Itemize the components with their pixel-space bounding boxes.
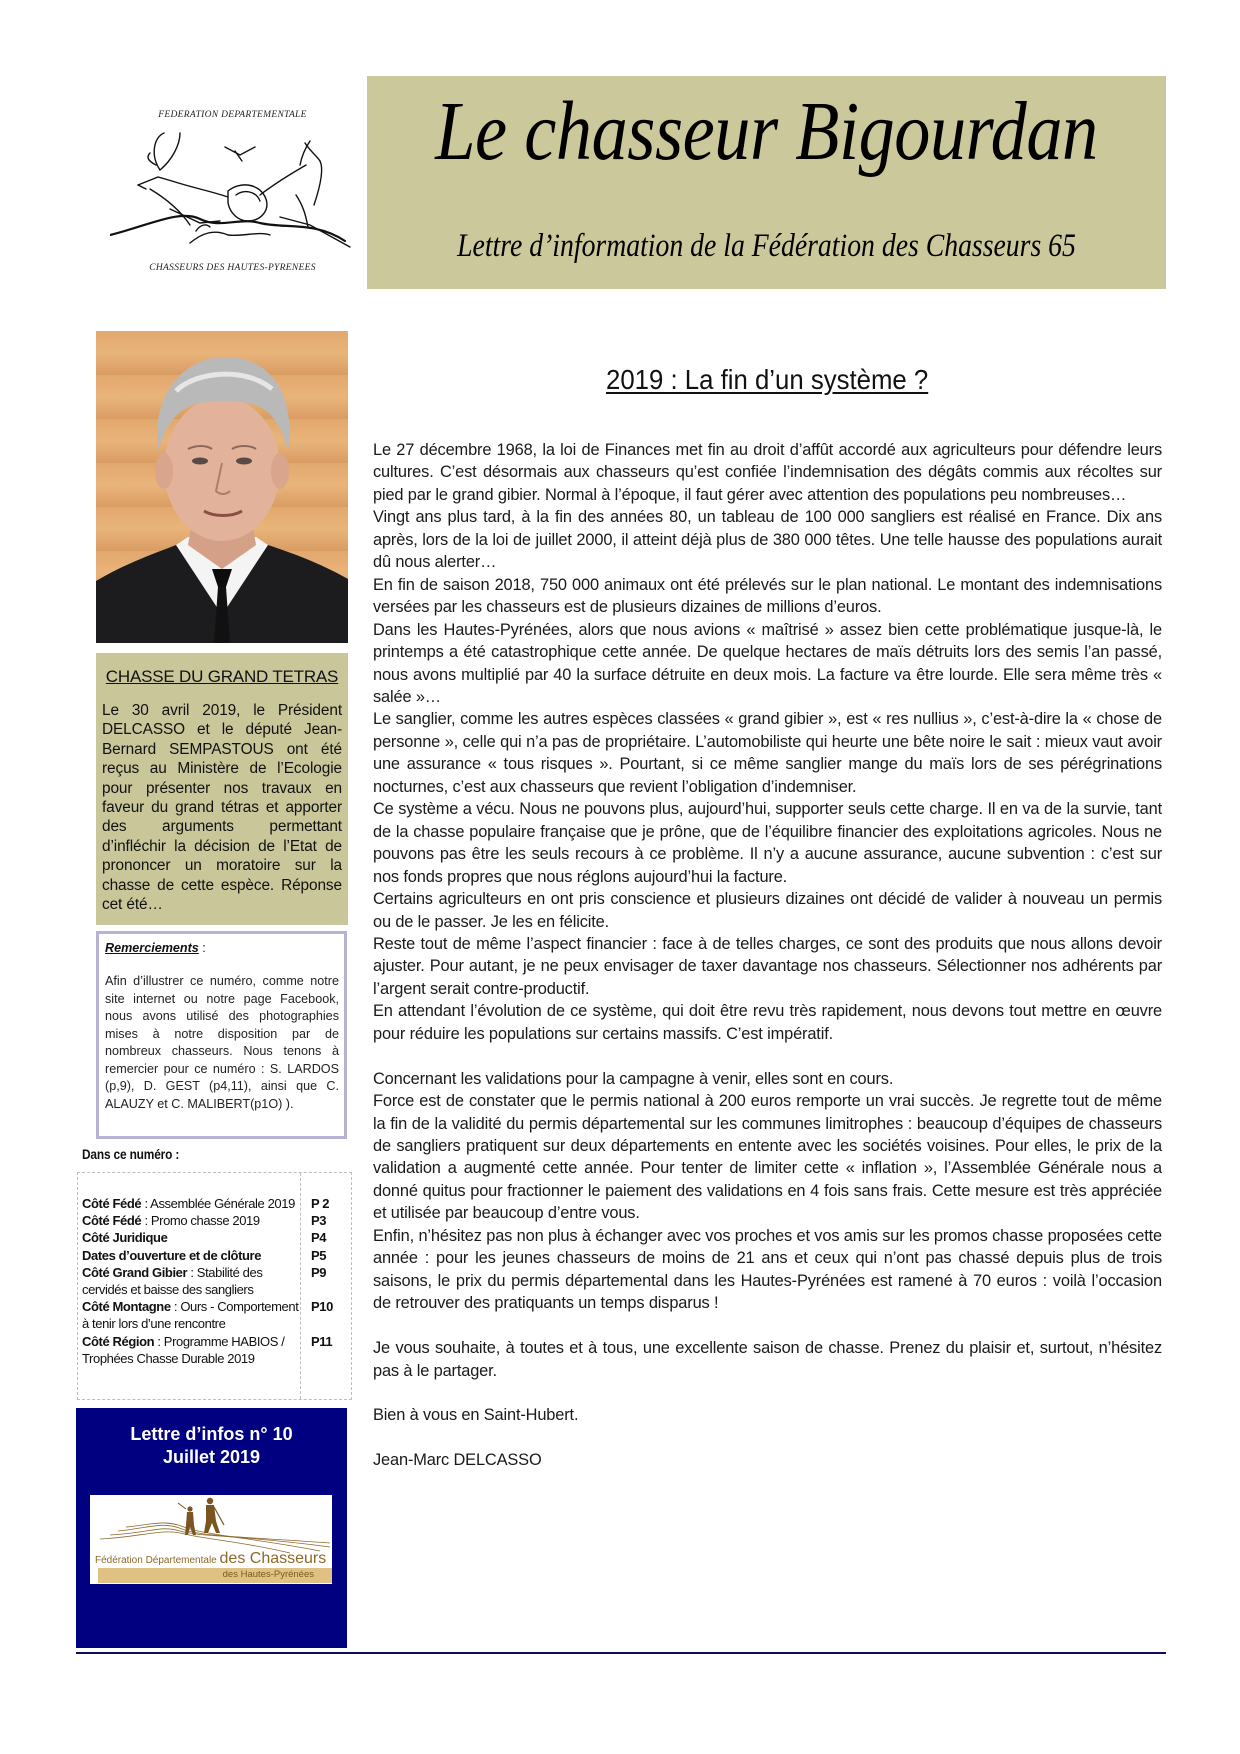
toc-section: Côté Juridique: [82, 1230, 168, 1246]
article-paragraph: Certains agriculteurs en ont pris conscience et plusieurs dizaines ont décidé de valider à nouveau un permis ou de le passer. Je les en félicite.: [373, 890, 1162, 931]
article-title-text: 2019 : La fin d’un système ?: [606, 364, 929, 395]
hunting-animals-drawing-icon: [110, 125, 355, 255]
article-paragraph: Je vous souhaite, à toutes et à tous, une excellente saison de chasse. Prenez du plaisir et, surtout, n’hésitez pas à le partager.: [373, 1339, 1162, 1380]
article-paragraph: En attendant l’évolution de ce système, qui doit être revu très rapidement, nous devons tout mettre en œuvre pour réduire les populations sur certains massifs. C’est impératif.: [373, 1002, 1162, 1043]
logo-bottom-caption: CHASSEURS DES HAUTES-PYRENEES: [149, 263, 316, 273]
article-paragraph: Dans les Hautes-Pyrénées, alors que nous avions « maîtrisé » assez bien cette problématique jusque-là, le printemps a été catastrophique cette année. De quelque hectares de maïs détruits lors des semis l’an passé, nous avons multiplié par 40 la surface détruite en deux mois. La facture va être lourde. Elle sera même très « salée »…: [373, 620, 1162, 706]
article-paragraph: Reste tout de même l’aspect financier : face à de telles charges, ce sont des produits que nous allons devoir ajuster. Pour autant, je ne peux envisager de taxer davantage nos chasseurs. Sélectionner nos adhérents par l’argent serait contre-productif.: [373, 934, 1162, 998]
toc-page: P9: [311, 1264, 327, 1280]
toc-page: P10: [311, 1299, 333, 1315]
toc-topic: : Programme HABIOS / Trophées Chasse Durable 2019: [82, 1333, 285, 1366]
toc-section: Côté Fédé: [82, 1196, 142, 1211]
acknowledgements-text: Afin d’illustrer ce numéro, comme notre site internet ou notre page Facebook, nous avons utilisé des photographies mises à notre disposition par de nombreux chasseurs. Nous tenons à remercier pour ce numéro : S. LARDOS (p,9), D. GEST (p4,11), ainsi que C. ALAUZY et C. MALIBERT(p1O) ).: [105, 974, 339, 1111]
article-paragraph: Concernant les validations pour la campagne à venir, elles sont en cours.: [373, 1069, 894, 1088]
banner-small-text: Fédération Départementale: [95, 1555, 220, 1566]
toc-section: Côté Fédé: [82, 1213, 142, 1229]
acknowledgements-heading-label: Remerciements: [105, 941, 199, 955]
toc-row[interactable]: [82, 1195, 350, 1212]
hunters-walking-icon: [90, 1495, 332, 1555]
issue-number: Lettre d’infos n° 10: [130, 1424, 293, 1444]
article-paragraph: Bien à vous en Saint-Hubert.: [373, 1406, 579, 1425]
banner-large-text: des Chasseurs: [219, 1550, 327, 1567]
toc-page: P4: [311, 1230, 327, 1246]
newsletter-title: Le chasseur Bigourdan: [435, 85, 1098, 178]
article-paragraph: Force est de constater que le permis national à 200 euros remporte un vrai succès. Je regrette tout de même la fin de la validité du permis départemental sur les communes limitrophes : beaucoup d’équipes de chasseurs de sangliers pratiquent sur deux départements en entente avec les sociétés voisines. Pour elles, le prix de la validation a augmenté cette année. Pour tenter de limiter cette « inflation », l’Assemblée Générale nous a donné quitus pour fractionner le paiement des validations en 4 fois sans frais. Cette mesure est très appréciée et utilisée par beaucoup d’entre vous.: [373, 1092, 1162, 1223]
toc-row[interactable]: [82, 1229, 350, 1246]
toc-page: P3: [311, 1213, 327, 1229]
toc-section: Dates d’ouverture et de clôture: [82, 1247, 262, 1263]
acknowledgements-box: [96, 931, 347, 1139]
president-portrait-photo: [96, 331, 348, 643]
toc-section: Côté Grand Gibier: [82, 1264, 188, 1280]
banner-region-text: des Hautes-Pyrénées: [222, 1569, 314, 1580]
issue-date: Juillet 2019: [162, 1447, 261, 1467]
grand-tetras-heading: CHASSE DU GRAND TETRAS: [105, 667, 339, 686]
toc-topic: : Stabilité des cervidés et baisse des sangliers: [82, 1264, 263, 1298]
issue-info-box: [76, 1408, 347, 1648]
article-paragraph: En fin de saison 2018, 750 000 animaux ont été prélevés sur le plan national. Le montant des indemnisations versées par les chasseurs est de plusieurs dizaines de millions d’euros.: [373, 575, 1162, 617]
toc-table: [82, 1195, 350, 1367]
grand-tetras-box: [96, 653, 348, 925]
acknowledgements-heading: [105, 941, 339, 955]
toc-row[interactable]: [82, 1333, 350, 1367]
toc-section: Côté Région: [82, 1333, 155, 1349]
toc-row[interactable]: [82, 1298, 350, 1332]
editorial-article: [373, 439, 1162, 1472]
article-signature: Jean-Marc DELCASSO: [373, 1451, 542, 1470]
person-portrait-icon: [96, 331, 348, 643]
toc-row[interactable]: [82, 1212, 350, 1229]
toc-topic: : Promo chasse 2019: [141, 1213, 260, 1229]
toc-row[interactable]: [82, 1247, 350, 1264]
toc-page: P11: [311, 1333, 333, 1349]
federation-logo: [110, 105, 355, 277]
article-paragraph: Vingt ans plus tard, à la fin des années 80, un tableau de 100 000 sangliers est réalisé en France. Dix ans après, lors de la loi de juillet 2000, il atteint déjà plus de 380 000 têtes. Une telle hausse des populations aurait dû nous alerter…: [373, 508, 1162, 572]
banner-federation-name: [95, 1550, 326, 1568]
article-title: [373, 364, 1162, 396]
acknowledgements-heading-colon: :: [198, 941, 206, 955]
toc-page: P5: [311, 1247, 327, 1263]
grand-tetras-text: Le 30 avril 2019, le Président DELCASSO et le député Jean-Bernard SEMPASTOUS ont été reçus au Ministère de l’Ecologie pour présenter nos travaux en faveur du grand tétras et apporter des arguments permettant d’infléchir la décision de l’Etat de prononcer un moratoire sur la chasse de cette espèce. Réponse cet été…: [102, 702, 342, 914]
toc-page: P 2: [311, 1196, 330, 1211]
newsletter-subtitle: Lettre d’information de la Fédération des Chasseurs 65: [457, 228, 1076, 264]
article-paragraph: Ce système a vécu. Nous ne pouvons plus, aujourd’hui, supporter seuls cette charge. Il en va de la survie, tant de la chasse populaire française que je prône, que de l’équilibre financier des exploitations agricoles. Nous ne pouvons pas être les seuls recours à ce problème. Il n’y a aucune assurance, aucune subvention : c’est sur nos fonds propres que nous réglons aujourd’hui la facture.: [373, 800, 1162, 886]
logo-top-caption: FEDERATION DEPARTEMENTALE: [158, 110, 307, 120]
toc-topic: : Assemblée Générale 2019: [141, 1196, 295, 1211]
federation-banner-logo: [90, 1495, 332, 1584]
masthead: [367, 76, 1166, 289]
toc-section: Côté Montagne: [82, 1299, 171, 1315]
toc-row[interactable]: [82, 1264, 350, 1298]
table-of-contents: [77, 1172, 352, 1400]
article-paragraph: Enfin, n’hésitez pas non plus à échanger avec vos proches et vos amis sur les promos chasse proposées cette année : pour les jeunes chasseurs de moins de 21 ans et ceux qui n’ont pas chassé depuis plus de trois saisons, le prix du permis départemental dans les Hautes-Pyrénées est ramené à 70 euros : voilà l’occasion de retrouver des pratiquants un temps disparus !: [373, 1226, 1162, 1313]
article-paragraph: Le sanglier, comme les autres espèces classées « grand gibier », est « res nullius », c’est-à-dire la « chose de personne », celle qui n’a pas de propriétaire. L’automobiliste qui heurte une bête noire le sait : mieux vaut avoir une assurance « tous risques ». Pourtant, si ce même sanglier mange du maïs lors de ses pérégrinations nocturnes, c’est aux chasseurs que revient l’obligation d’indemniser.: [373, 710, 1162, 796]
footer-rule: [76, 1652, 1166, 1654]
article-paragraph: Le 27 décembre 1968, la loi de Finances met fin au droit d’affût accordé aux agriculteurs pour défendre leurs cultures. C’est désormais aux chasseurs qu’est confiée l’indemnisation des dégâts commis aux récoltes sur pied par le grand gibier. Normal à l’époque, il faut gérer avec attention des populations peu nombreuses…: [373, 441, 1162, 504]
toc-title: Dans ce numéro :: [82, 1146, 180, 1162]
toc-topic: : Ours - Comportement à tenir lors d’une rencontre: [82, 1299, 299, 1332]
banner-region-band: [98, 1568, 332, 1583]
issue-label: [76, 1423, 347, 1469]
